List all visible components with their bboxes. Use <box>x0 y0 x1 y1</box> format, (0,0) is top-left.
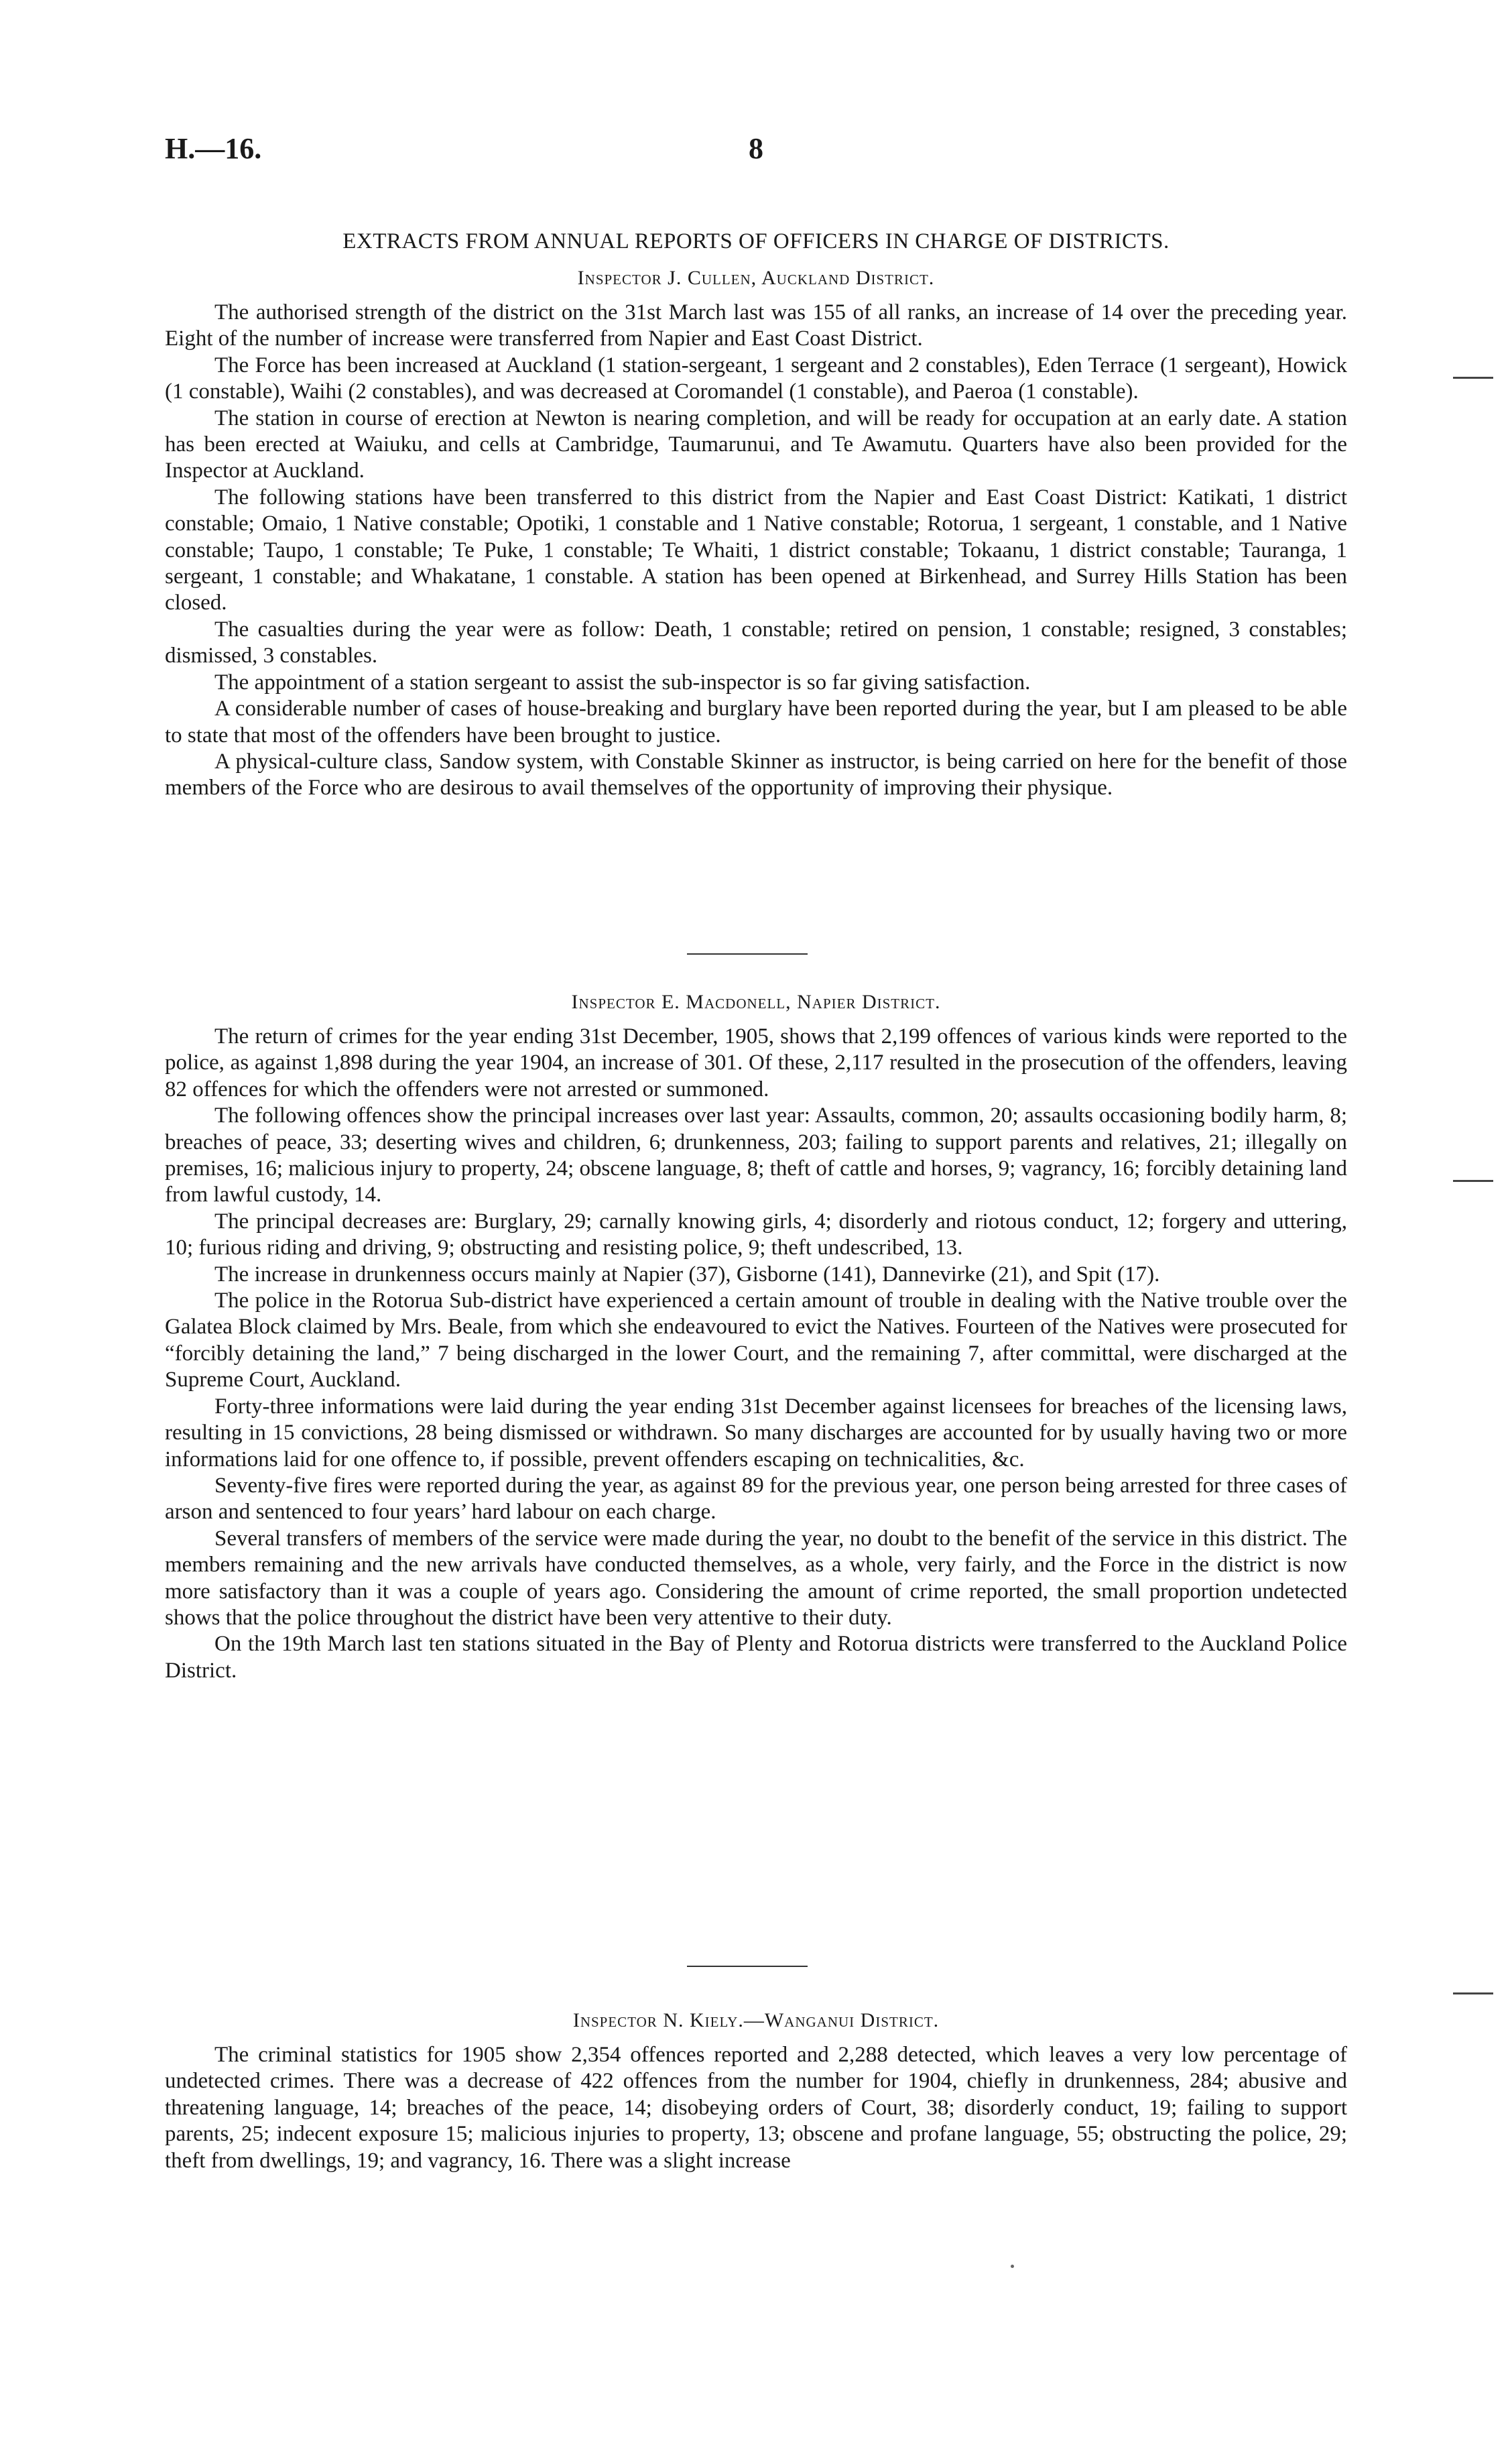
section-heading-wanganui: Inspector N. Kiely.—Wanganui District. <box>572 2009 940 2031</box>
paragraph: A considerable number of cases of house-breaking and burglary have been reported during the year, but I am pleased to be able to state that most of the offenders have been brought to justice. <box>165 697 1347 748</box>
document-reference: H.—16. <box>165 132 262 165</box>
margin-mark <box>1453 1992 1493 1994</box>
stray-dot <box>1011 2265 1014 2268</box>
paragraph: The principal decreases are: Burglary, 29; carnally knowing girls, 4; disorderly and riotous conduct, 12; forgery and uttering, 10; furious riding and driving, 9; obstructing and resisting police, 9; theft undescribed, 13. <box>165 1209 1347 1260</box>
paragraph: The authorised strength of the district on the 31st March last was 155 of all ranks, an increase of 14 over the preceding year. Eight of the number of increase were transferred from Napier and East Coast District. <box>165 300 1347 351</box>
section-wanganui <box>165 2042 1347 2174</box>
paragraph: The appointment of a station sergeant to assist the sub-inspector is so far giving satisfaction. <box>214 670 1031 695</box>
page-header <box>165 131 1347 172</box>
paragraph: The increase in drunkenness occurs mainly at Napier (37), Gisborne (141), Dannevirke (21), and Spit (17). <box>214 1262 1160 1287</box>
paragraph: The station in course of erection at Newton is nearing completion, and will be ready for occupation at an early date. A station has been erected at Waiuku, and cells at Cambridge, Taumarunui, and Te Awamutu. Quarters have also been provided for the Inspector at Auckland. <box>165 406 1347 483</box>
paragraph: The Force has been increased at Auckland (1 station-sergeant, 1 sergeant and 2 constables), Eden Terrace (1 sergeant), Howick (1 constable), Waihi (2 constables), and was decreased at Coromandel (1 constable), and Paeroa (1 constable). <box>165 353 1347 404</box>
paragraph: On the 19th March last ten stations situated in the Bay of Plenty and Rotorua districts were transferred to the Auckland Police District. <box>165 1632 1347 1683</box>
section-divider <box>687 953 808 955</box>
section-auckland <box>165 300 1347 802</box>
paragraph: The police in the Rotorua Sub-district have experienced a certain amount of trouble in dealing with the Native trouble over the Galatea Block claimed by Mrs. Beale, from which she endeavoured to evict the Natives. Fourteen of the Natives were prosecuted for “forcibly detaining the land,” 7 being discharged in the lower Court, and the remaining 7, after committal, were discharged at the Supreme Court, Auckland. <box>165 1289 1347 1392</box>
margin-mark <box>1453 377 1493 379</box>
main-title: EXTRACTS FROM ANNUAL REPORTS OF OFFICERS IN CHARGE OF DISTRICTS. <box>342 229 1170 253</box>
paragraph: The criminal statistics for 1905 show 2,354 offences reported and 2,288 detected, which leaves a very low percentage of undetected crimes. There was a decrease of 422 offences from the number for 1904, chiefly in drunkenness, 284; abusive and threatening language, 14; breaches of the peace, 14; disobeying orders of Court, 38; disorderly conduct, 19; failing to support parents, 25; indecent exposure 15; malicious injuries to property, 13; obscene and profane language, 55; obstructing the police, 29; theft from dwellings, 19; and vagrancy, 16. There was a slight increase <box>165 2043 1347 2173</box>
section-heading-napier: Inspector E. Macdonell, Napier District. <box>571 991 941 1013</box>
paragraph: Seventy-five fires were reported during the year, as against 89 for the previous year, one person being arrested for three cases of arson and sentenced to four years’ hard labour on each charge. <box>165 1473 1347 1525</box>
section-divider <box>687 1966 808 1967</box>
paragraph: The casualties during the year were as follow: Death, 1 constable; retired on pension, 1 constable; resigned, 3 constables; dismissed, 3 constables. <box>165 617 1347 668</box>
paragraph: The following offences show the principal increases over last year: Assaults, common, 20; assaults occasioning bodily harm, 8; breaches of peace, 33; deserting wives and children, 6; drunkenness, 203; failing to support parents and relatives, 21; illegally on premises, 16; malicious injury to property, 24; obscene language, 8; theft of cattle and horses, 9; vagrancy, 16; forcibly detaining land from lawful custody, 14. <box>165 1103 1347 1207</box>
paragraph: A physical-culture class, Sandow system, with Constable Skinner as instructor, is being carried on here for the benefit of those members of the Force who are desirous to avail themselves of the opportunity of improving their physique. <box>165 749 1347 800</box>
section-napier <box>165 1024 1347 1684</box>
paragraph: Several transfers of members of the service were made during the year, no doubt to the benefit of the service in this district. The members remaining and the new arrivals have conducted themselves, as a whole, very fairly, and the Force in the district is now more satisfactory than it was a couple of years ago. Considering the amount of crime reported, the small proportion undetected shows that the police throughout the district have been very attentive to their duty. <box>165 1526 1347 1630</box>
margin-mark <box>1453 1180 1493 1182</box>
paragraph: The following stations have been transferred to this district from the Napier and East Coast District: Katikati, 1 district constable; Omaio, 1 Native constable; Opotiki, 1 constable and 1 Native constable; Rotorua, 1 sergeant, 1 constable, and 1 Native constable; Taupo, 1 constable; Te Puke, 1 constable; Te Whaiti, 1 district constable; Tokaanu, 1 district constable; Tauranga, 1 sergeant, 1 constable; and Whakatane, 1 constable. A station has been opened at Birkenhead, and Surrey Hills Station has been closed. <box>165 485 1347 615</box>
paragraph: Forty-three informations were laid during the year ending 31st December against licensees for breaches of the licensing laws, resulting in 15 convictions, 28 being dismissed or withdrawn. So many discharges are accounted for by usually having two or more informations laid for one offence to, if possible, prevent offenders escaping on technicalities, &c. <box>165 1394 1347 1472</box>
paragraph: The return of crimes for the year ending 31st December, 1905, shows that 2,199 offences of various kinds were reported to the police, as against 1,898 during the year 1904, an increase of 301. Of these, 2,117 resulted in the prosecution of the offenders, leaving 82 offences for which the offenders were not arrested or summoned. <box>165 1024 1347 1101</box>
section-heading-auckland: Inspector J. Cullen, Auckland District. <box>577 267 935 289</box>
page-number: 8 <box>749 132 763 165</box>
